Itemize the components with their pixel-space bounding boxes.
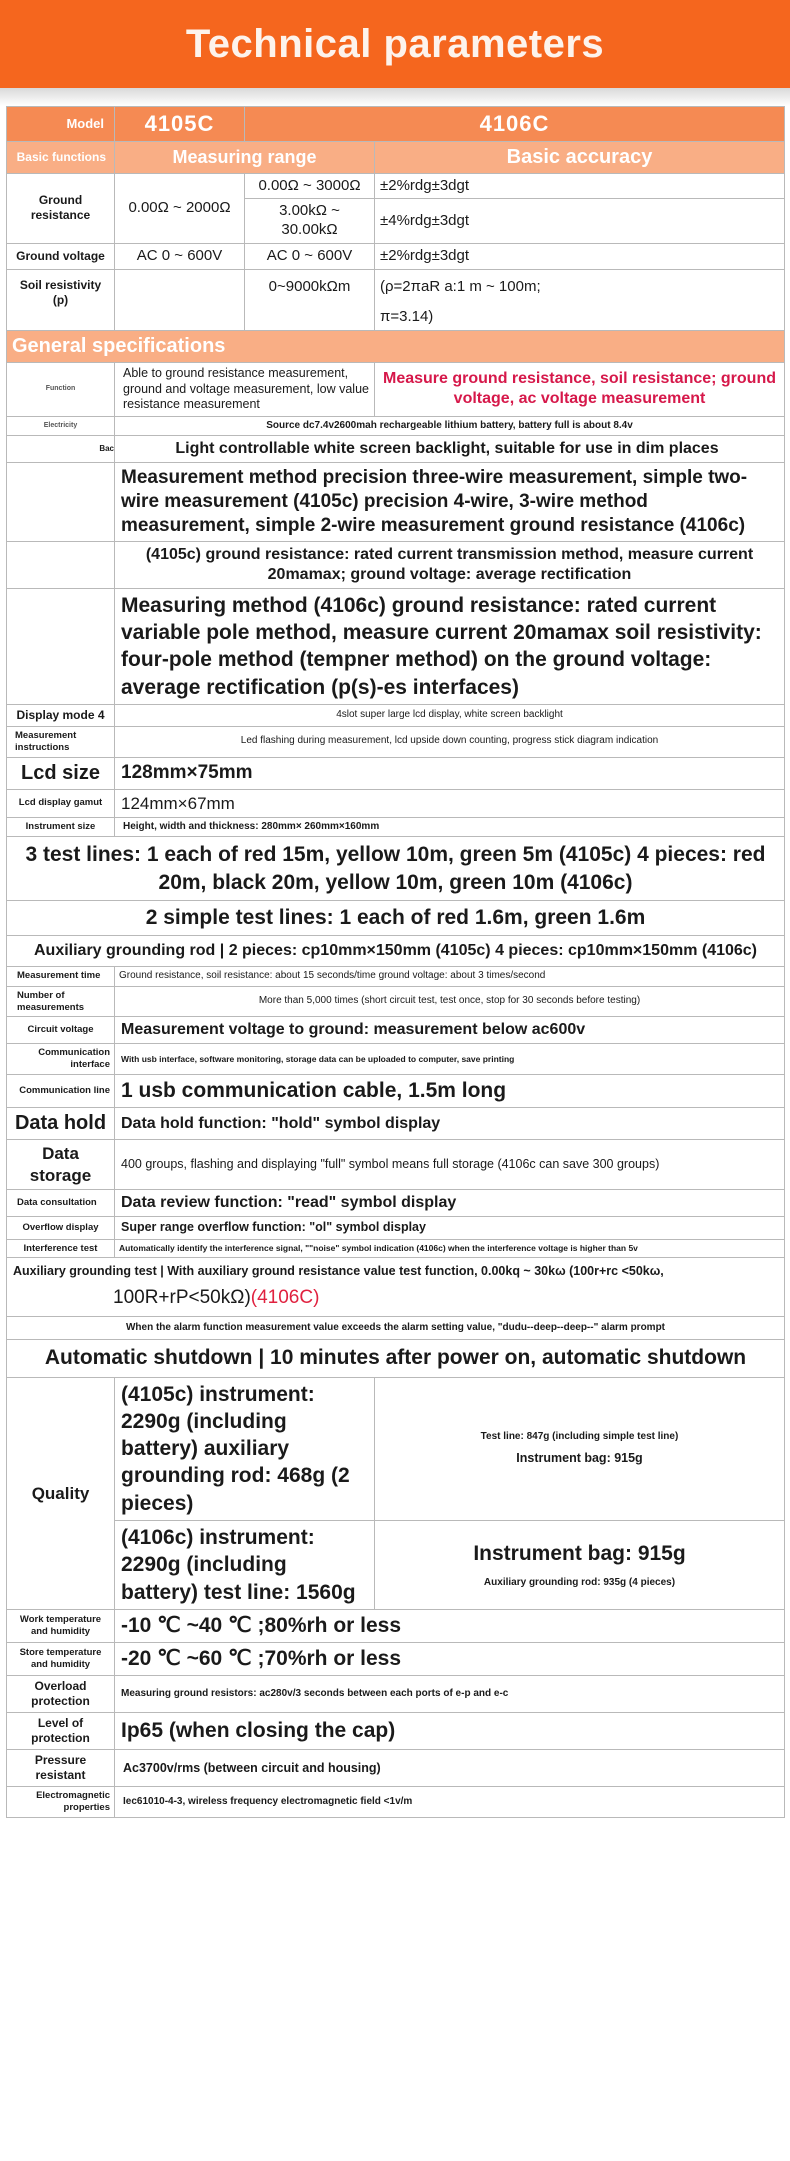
basic-functions-label: Basic functions — [7, 141, 115, 173]
table-row-work-temperature — [7, 1609, 785, 1642]
table-row-communication-interface — [7, 1044, 785, 1075]
function-right-value: Measure ground resistance, soil resistance; ground voltage, ac voltage measurement — [375, 363, 785, 417]
table-row-electromagnetic-properties — [7, 1787, 785, 1818]
row-label-data-consultation: Data consultation — [7, 1189, 115, 1216]
table-row-circuit-voltage — [7, 1017, 785, 1044]
quality-4105c-instrument-bag: Instrument bag: 915g — [516, 1451, 643, 1466]
quality-4106c-instrument-bag: Instrument bag: 915g — [473, 1541, 686, 1565]
interference-test-value: Automatically identify the interference signal, ""noise" symbol indication (4106c) when the interference voltage is higher than 5v — [115, 1239, 785, 1258]
row-label-soil-resistivity: Soil resistivity (p) — [7, 269, 115, 331]
table-row-measurement-method — [7, 463, 785, 541]
store-temperature-value: -20 ℃ ~60 ℃ ;70%rh or less — [115, 1643, 785, 1676]
table-row-lcd-size — [7, 757, 785, 789]
measurement-instructions-value: Led flashing during measurement, lcd upside down counting, progress stick diagram indication — [115, 726, 785, 757]
data-consultation-value: Data review function: "read" symbol display — [115, 1189, 785, 1216]
table-row-interference-test — [7, 1239, 785, 1258]
ground-voltage-accuracy: ±2%rdg±3dgt — [375, 243, 785, 269]
auxiliary-grounding-test-model: (4106C) — [250, 1287, 320, 1309]
table-row-quality-4106c — [7, 1521, 785, 1610]
backlight-value: Light controllable white screen backlight, suitable for use in dim places — [115, 436, 785, 463]
auxiliary-grounding-test-cell — [7, 1258, 785, 1316]
row-label-level-of-protection: Level of protection — [7, 1713, 115, 1750]
table-row-data-consultation — [7, 1189, 785, 1216]
method-4105c-spacer — [7, 541, 115, 588]
table-row-auxiliary-grounding-rod — [7, 936, 785, 967]
table-row-automatic-shutdown — [7, 1340, 785, 1377]
table-row-general-specifications — [7, 331, 785, 363]
table-row-method-4106c — [7, 588, 785, 704]
table-row-level-of-protection — [7, 1713, 785, 1750]
page-title: Technical parameters — [185, 22, 605, 66]
table-row-store-temperature — [7, 1643, 785, 1676]
row-label-instrument-size: Instrument size — [7, 817, 115, 837]
ground-resistance-4105c: 0.00Ω ~ 2000Ω — [115, 173, 245, 243]
row-label-interference-test: Interference test — [7, 1239, 115, 1258]
page-banner — [0, 0, 790, 88]
ground-voltage-4105c: AC 0 ~ 600V — [115, 243, 245, 269]
ground-resistance-accuracy: ±2%rdg±3dgt — [375, 173, 785, 199]
technical-parameters-table — [6, 106, 785, 1818]
overflow-display-value: Super range overflow function: "ol" symbol display — [115, 1216, 785, 1239]
row-label-communication-line: Communication line — [7, 1075, 115, 1108]
electricity-value: Source dc7.4v2600mah rechargeable lithium battery, battery full is about 8.4v — [115, 416, 785, 436]
row-label-electromagnetic-properties: Electromagnetic properties — [7, 1787, 115, 1818]
table-row-method-4105c — [7, 541, 785, 588]
quality-4105c-left: (4105c) instrument: 2290g (including battery) auxiliary grounding rod: 468g (2 pieces) — [115, 1377, 375, 1520]
row-label-store-temperature: Store temperature and humidity — [7, 1643, 115, 1676]
method-4105c-value: (4105c) ground resistance: rated current transmission method, measure current 20mamax; ground voltage: average rectification — [115, 541, 785, 588]
row-label-data-hold: Data hold — [7, 1108, 115, 1140]
table-row-simple-test-lines — [7, 900, 785, 935]
communication-interface-value: With usb interface, software monitoring, storage data can be uploaded to computer, save printing — [115, 1044, 785, 1075]
table-row-instrument-size — [7, 817, 785, 837]
table-row-number-of-measurements — [7, 986, 785, 1017]
lcd-display-gamut-value: 124mm×67mm — [115, 789, 785, 817]
banner-shadow — [0, 88, 790, 106]
row-label-quality: Quality — [7, 1377, 115, 1609]
row-label-communication-interface: Communication interface — [7, 1044, 115, 1075]
row-label-ground-resistance: Ground resistance — [7, 173, 115, 243]
quality-4106c-right — [375, 1521, 785, 1610]
soil-resistivity-accuracy-line1: (ρ=2πaR a:1 m ~ 100m; — [380, 277, 541, 295]
spec-table-wrapper — [0, 106, 790, 1838]
table-row-function — [7, 363, 785, 417]
table-row-alarm-function — [7, 1316, 785, 1340]
table-row-electricity — [7, 416, 785, 436]
instrument-size-value: Height, width and thickness: 280mm× 260mm×160mm — [115, 817, 785, 837]
table-row-display-mode — [7, 704, 785, 726]
table-row-overload-protection — [7, 1676, 785, 1713]
row-label-number-of-measurements: Number of measurements — [7, 986, 115, 1017]
row-label-circuit-voltage: Circuit voltage — [7, 1017, 115, 1044]
table-row-communication-line — [7, 1075, 785, 1108]
data-storage-value: 400 groups, flashing and displaying "full" symbol means full storage (4106c can save 300 groups) — [115, 1140, 785, 1190]
row-label-data-storage: Data storage — [7, 1140, 115, 1190]
table-row-ground-voltage — [7, 243, 785, 269]
table-row-test-lines — [7, 837, 785, 901]
row-label-backlight: Bac — [7, 436, 115, 463]
table-row-measurement-time — [7, 967, 785, 987]
row-label-work-temperature: Work temperature and humidity — [7, 1609, 115, 1642]
row-label-ground-voltage: Ground voltage — [7, 243, 115, 269]
soil-resistivity-accuracy-line2: π=3.14) — [380, 308, 434, 326]
measurement-method-spacer — [7, 463, 115, 541]
table-row-measurement-instructions — [7, 726, 785, 757]
model-4106c: 4106C — [245, 107, 785, 142]
row-label-lcd-display-gamut: Lcd display gamut — [7, 789, 115, 817]
communication-line-value: 1 usb communication cable, 1.5m long — [115, 1075, 785, 1108]
row-label-function: Function — [7, 363, 115, 417]
row-label-display-mode: Display mode 4 — [7, 704, 115, 726]
table-row-quality-4105c — [7, 1377, 785, 1520]
row-label-overflow-display: Overflow display — [7, 1216, 115, 1239]
table-row-data-storage — [7, 1140, 785, 1190]
table-row-lcd-display-gamut — [7, 789, 785, 817]
model-4105c: 4105C — [115, 107, 245, 142]
auxiliary-grounding-test-line1: Auxiliary grounding test | With auxiliary ground resistance value test function, 0.00kq ~ 30kω (100r+rc <50kω, — [13, 1264, 664, 1279]
basic-accuracy-label: Basic accuracy — [375, 141, 785, 173]
electromagnetic-properties-value: Iec61010-4-3, wireless frequency electromagnetic field <1v/m — [115, 1787, 785, 1818]
table-row-backlight — [7, 436, 785, 463]
table-row-model-header — [7, 107, 785, 142]
pressure-resistant-value: Ac3700v/rms (between circuit and housing) — [115, 1750, 785, 1787]
row-label-pressure-resistant: Pressure resistant — [7, 1750, 115, 1787]
quality-4106c-left: (4106c) instrument: 2290g (including battery) test line: 1560g — [115, 1521, 375, 1610]
level-of-protection-value: Ip65 (when closing the cap) — [115, 1713, 785, 1750]
number-of-measurements-value: More than 5,000 times (short circuit test, test once, stop for 30 seconds before testing) — [115, 986, 785, 1017]
table-row-pressure-resistant — [7, 1750, 785, 1787]
simple-test-lines-value: 2 simple test lines: 1 each of red 1.6m, green 1.6m — [7, 900, 785, 935]
soil-resistivity-4106c: 0~9000kΩm — [245, 269, 375, 331]
measurement-method-value: Measurement method precision three-wire measurement, simple two-wire measurement (4105c) precision 4-wire, 3-wire method measurement, simple 2-wire measurement ground resistance (4106c) — [115, 463, 785, 541]
circuit-voltage-value: Measurement voltage to ground: measurement below ac600v — [115, 1017, 785, 1044]
overload-protection-value: Measuring ground resistors: ac280v/3 seconds between each ports of e-p and e-c — [115, 1676, 785, 1713]
table-row-overflow-display — [7, 1216, 785, 1239]
table-row-ground-resistance — [7, 173, 785, 199]
row-label-measurement-instructions: Measurement instructions — [7, 726, 115, 757]
alarm-function-value: When the alarm function measurement value exceeds the alarm setting value, "dudu--deep--deep--" alarm prompt — [7, 1316, 785, 1340]
general-specifications-label: General specifications — [7, 331, 785, 363]
quality-4105c-test-line: Test line: 847g (including simple test line) — [480, 1430, 679, 1442]
quality-4106c-grounding-rod: Auxiliary grounding rod: 935g (4 pieces) — [483, 1576, 676, 1588]
display-mode-value: 4slot super large lcd display, white screen backlight — [115, 704, 785, 726]
method-4106c-spacer — [7, 588, 115, 704]
test-lines-value: 3 test lines: 1 each of red 15m, yellow 10m, green 5m (4105c) 4 pieces: red 20m, black 20m, yellow 10m, green 10m (4106c) — [7, 837, 785, 901]
soil-resistivity-accuracy — [375, 269, 785, 331]
ground-resistance-4106c: 0.00Ω ~ 3000Ω — [245, 173, 375, 199]
row-label-electricity: Electricity — [7, 416, 115, 436]
work-temperature-value: -10 ℃ ~40 ℃ ;80%rh or less — [115, 1609, 785, 1642]
row-label-measurement-time: Measurement time — [7, 967, 115, 987]
lcd-size-value: 128mm×75mm — [115, 757, 785, 789]
row-label-overload-protection: Overload protection — [7, 1676, 115, 1713]
row-label-lcd-size: Lcd size — [7, 757, 115, 789]
ground-voltage-4106c: AC 0 ~ 600V — [245, 243, 375, 269]
auxiliary-grounding-rod-value: Auxiliary grounding rod | 2 pieces: cp10mm×150mm (4105c) 4 pieces: cp10mm×150mm (4106c) — [7, 936, 785, 967]
function-left-value: Able to ground resistance measurement, ground and voltage measurement, low value resistance measurement — [115, 363, 375, 417]
auxiliary-grounding-test-line2: 100R+rP<50kΩ) — [113, 1287, 251, 1309]
measuring-range-label: Measuring range — [115, 141, 375, 173]
automatic-shutdown-value: Automatic shutdown | 10 minutes after power on, automatic shutdown — [7, 1340, 785, 1377]
ground-resistance-4106c-range2: 3.00kΩ ~ 30.00kΩ — [245, 199, 375, 244]
quality-4105c-right — [375, 1377, 785, 1520]
table-row-soil-resistivity — [7, 269, 785, 331]
model-label: Model — [7, 107, 115, 142]
measurement-time-value: Ground resistance, soil resistance: about 15 seconds/time ground voltage: about 3 times/second — [115, 967, 785, 987]
method-4106c-value: Measuring method (4106c) ground resistance: rated current variable pole method, measure current 20mamax soil resistivity: four-pole method (tempner method) on the ground voltage: average rectification (p(s)-es interfaces) — [115, 588, 785, 704]
table-row-data-hold — [7, 1108, 785, 1140]
table-row-function-header — [7, 141, 785, 173]
data-hold-value: Data hold function: "hold" symbol display — [115, 1108, 785, 1140]
ground-resistance-accuracy-2: ±4%rdg±3dgt — [375, 199, 785, 244]
table-row-auxiliary-grounding-test — [7, 1258, 785, 1316]
soil-resistivity-4105c — [115, 269, 245, 331]
